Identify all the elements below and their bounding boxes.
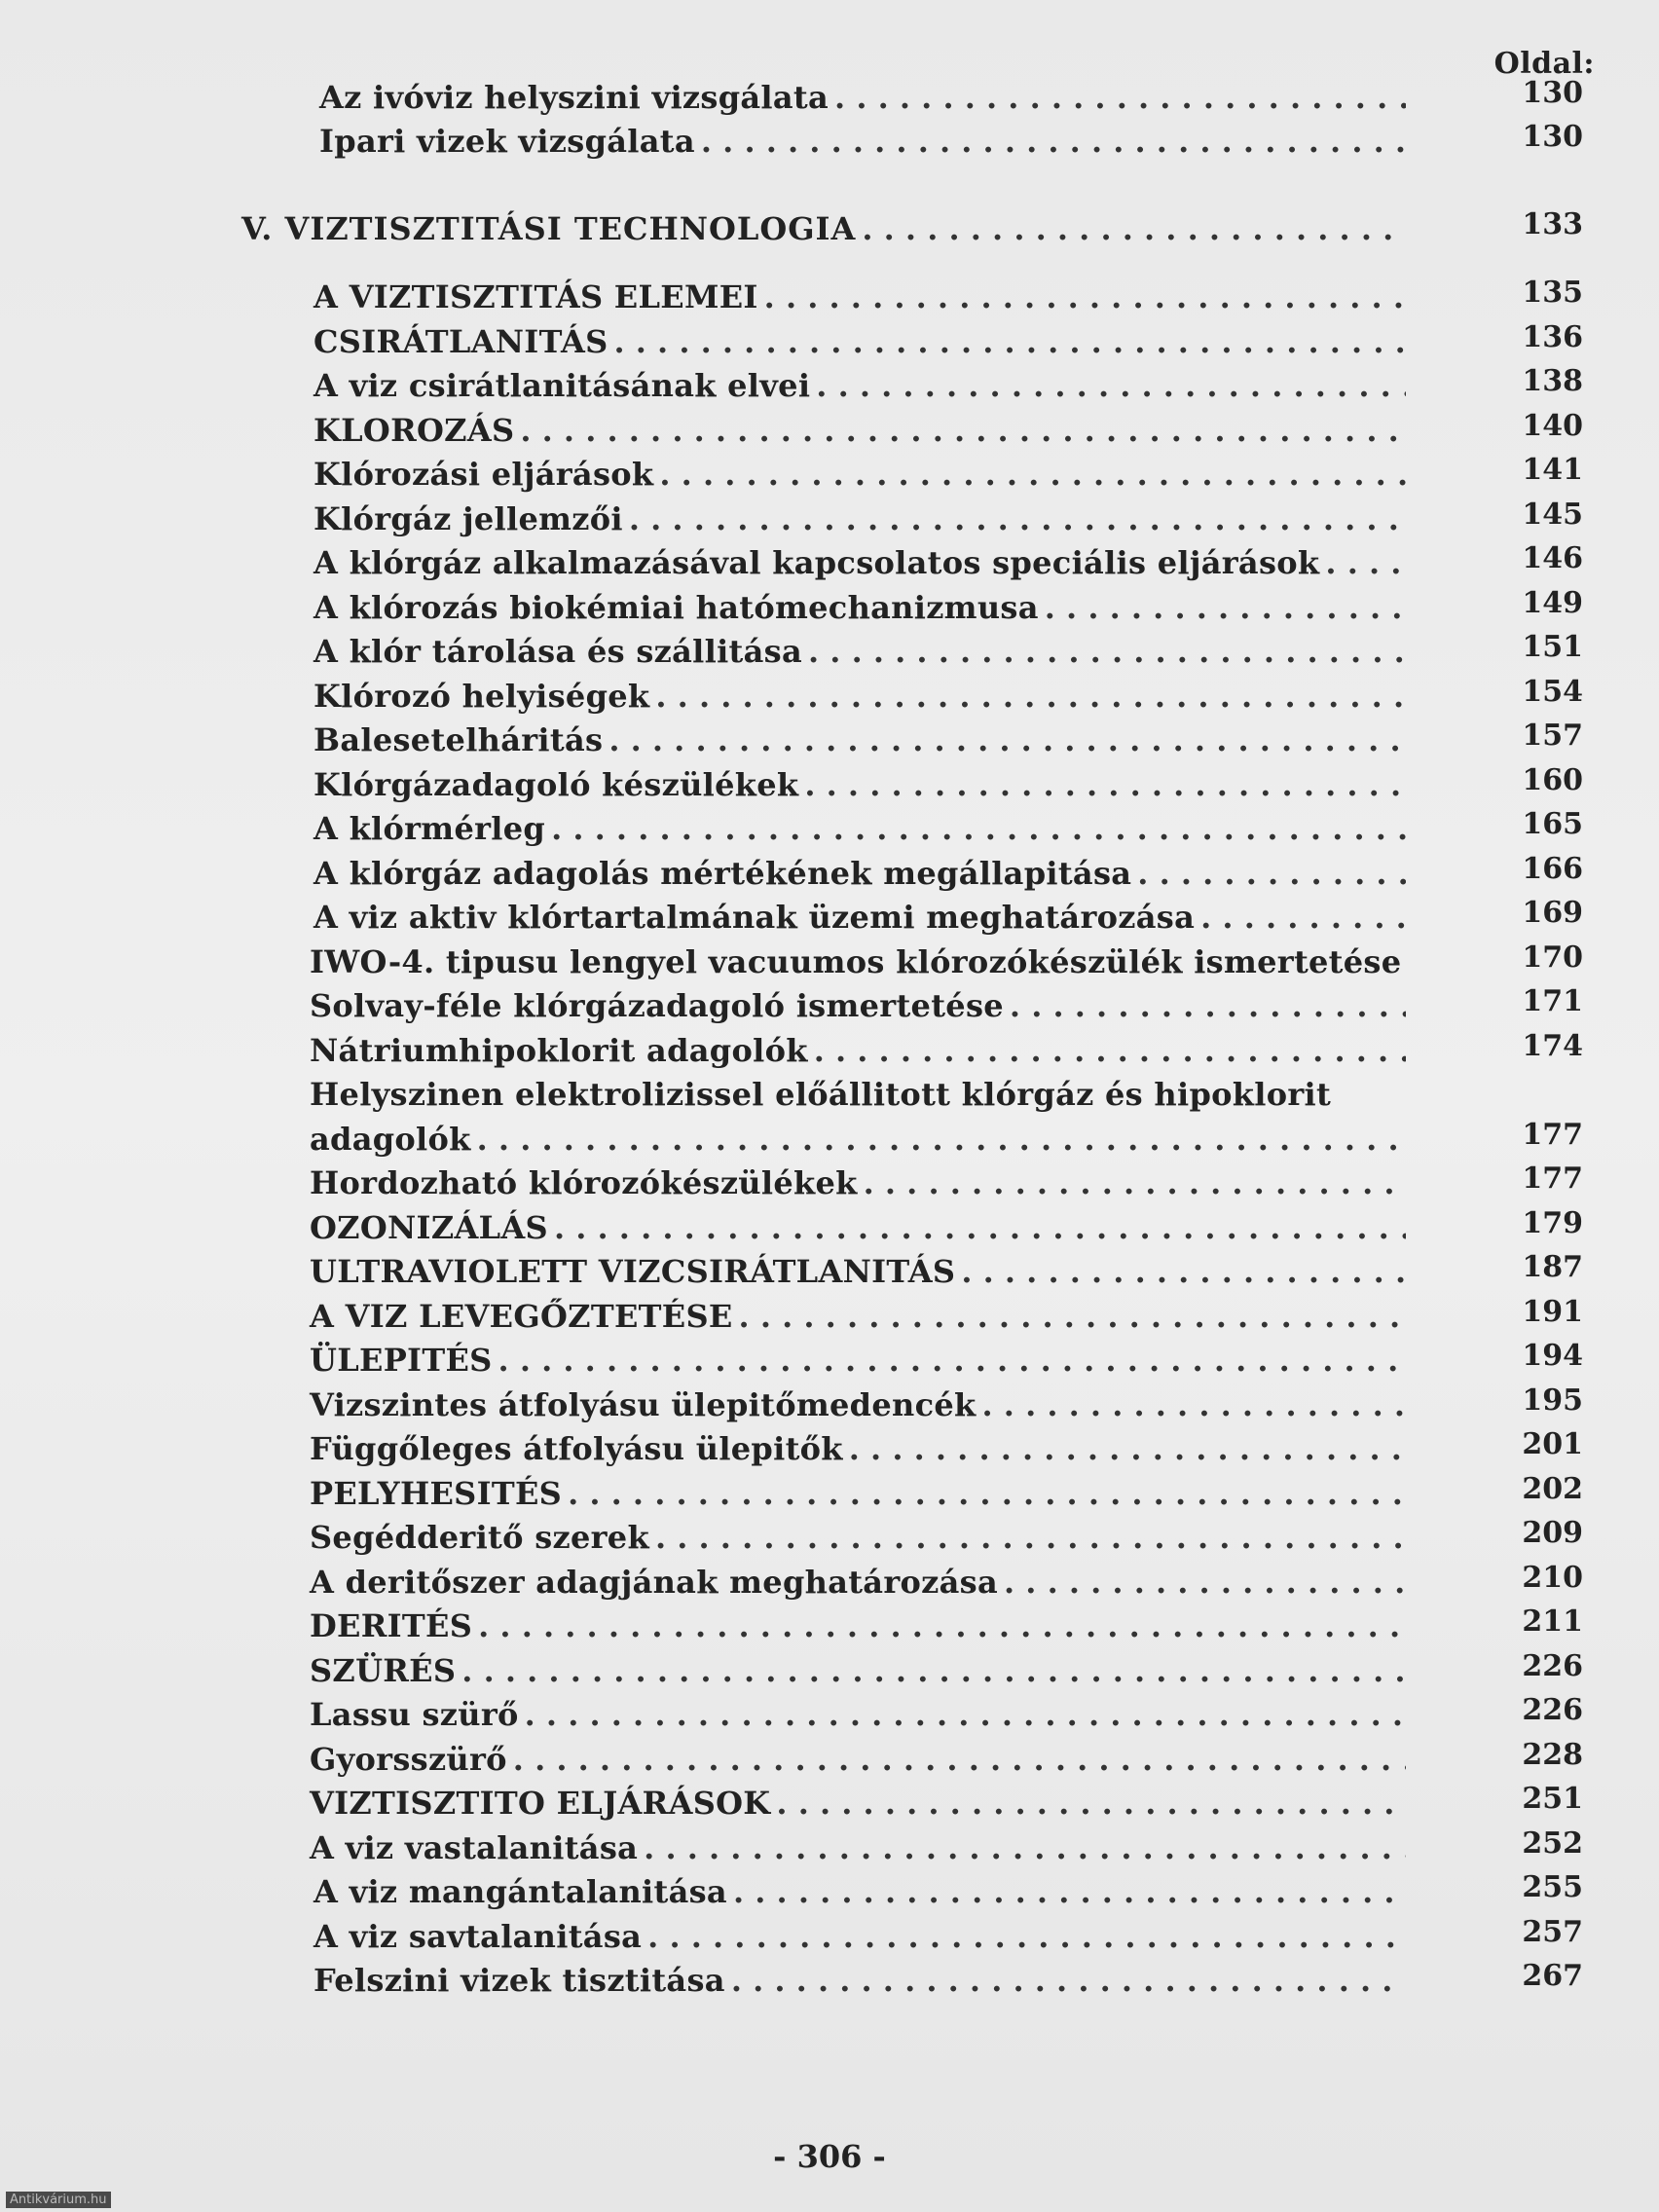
toc-entry [319, 122, 1412, 161]
toc-entry [310, 1695, 1412, 1734]
toc-entry-title: A viz csirátlanitásának elvei [313, 367, 811, 404]
dot-leader [520, 411, 1406, 450]
toc-entry [310, 1341, 1412, 1380]
toc-entry [310, 1385, 1412, 1424]
toc-entry [313, 366, 1412, 405]
dot-leader [849, 1429, 1406, 1468]
dot-leader [1004, 1563, 1406, 1602]
dot-leader [461, 1651, 1406, 1690]
toc-entry [313, 720, 1412, 759]
dot-leader [551, 809, 1406, 848]
toc-entry [313, 632, 1412, 671]
toc-entry-page-number: 252 [1522, 1826, 1583, 1861]
toc-entry-page-number: 151 [1522, 630, 1583, 664]
toc-entry-page-number: 191 [1522, 1295, 1583, 1329]
dot-leader [554, 1208, 1406, 1247]
toc-entry-page-number: 226 [1522, 1649, 1583, 1683]
toc-entry [313, 677, 1412, 716]
toc-entry [310, 1784, 1412, 1823]
toc-entry-page-number: 267 [1522, 1959, 1583, 1993]
toc-entry-title: Gyorsszürő [310, 1741, 507, 1778]
toc-entry-page-number: 138 [1522, 364, 1583, 398]
toc-entry-title: Helyszinen elektrolizissel előállitott klórgáz és hipoklorit [310, 1076, 1332, 1113]
dot-leader [498, 1341, 1406, 1380]
toc-entry [313, 499, 1412, 538]
toc-entry [310, 1518, 1412, 1557]
toc-entry-page-number: 140 [1522, 409, 1583, 443]
toc-entry [313, 809, 1412, 848]
dot-leader [776, 1784, 1406, 1823]
toc-entry-page-number: 160 [1522, 763, 1583, 797]
dot-leader [804, 765, 1406, 804]
toc-entry-title: A klórozás biokémiai hatómechanizmusa [313, 589, 1039, 626]
toc-entry-page-number: 133 [1522, 207, 1583, 241]
toc-entry-title: A viz aktiv klórtartalmának üzemi meghatározása [313, 899, 1196, 936]
toc-entry-page-number: 135 [1522, 276, 1583, 310]
toc-entry-page-number: 169 [1522, 896, 1583, 930]
toc-entry-title: Hordozható klórozókészülékek [310, 1164, 858, 1201]
toc-entry [310, 1606, 1412, 1645]
toc-entry [313, 898, 1412, 937]
page-column-label: Oldal: [1493, 47, 1595, 81]
toc-entry [310, 1031, 1412, 1070]
dot-leader [982, 1385, 1406, 1424]
toc-entry [313, 277, 1412, 316]
toc-entry [310, 986, 1412, 1025]
toc-entry-title: OZONIZÁLÁS [310, 1209, 548, 1246]
toc-entry-page-number: 174 [1522, 1029, 1583, 1063]
toc-entry-page-number: 141 [1522, 453, 1583, 487]
toc-entry-title: Klórgázadagoló készülékek [313, 766, 799, 803]
dot-leader [644, 1828, 1406, 1867]
toc-entry-page-number: 251 [1522, 1782, 1583, 1816]
toc-entry-title: A VIZ LEVEGŐZTETÉSE [310, 1298, 733, 1335]
toc-entry [313, 854, 1412, 893]
toc-entry [310, 942, 1412, 981]
dot-leader [808, 632, 1406, 671]
toc-entry-page-number: 187 [1522, 1250, 1583, 1284]
toc-entry [313, 1872, 1412, 1911]
dot-leader [513, 1740, 1406, 1779]
toc-entry [310, 1651, 1412, 1690]
toc-entry [310, 1740, 1412, 1779]
toc-entry-title: A deritőszer adagjának meghatározása [310, 1564, 999, 1601]
dot-leader [733, 1872, 1406, 1911]
toc-entry [310, 1075, 1412, 1114]
dot-leader [862, 209, 1406, 248]
dot-leader [1010, 986, 1406, 1025]
toc-entry-title: A klór tárolása és szállitása [313, 633, 803, 670]
toc-entry-title: KLOROZÁS [313, 412, 515, 449]
toc-entry-title: Lassu szürő [310, 1696, 519, 1733]
toc-entry-title: Solvay-féle klórgázadagoló ismertetése [310, 987, 1004, 1024]
toc-entry-title: Segédderitő szerek [310, 1519, 649, 1556]
toc-entry [310, 1252, 1412, 1291]
toc-entry-title: Vizszintes átfolyásu ülepitőmedencék [310, 1386, 977, 1423]
toc-entry-title: A klórgáz alkalmazásával kapcsolatos speciális eljárások [313, 544, 1320, 581]
toc-entry-page-number: 130 [1522, 120, 1583, 154]
toc-entry-page-number: 226 [1522, 1693, 1583, 1727]
toc-entry-page-number: 255 [1522, 1870, 1583, 1904]
dot-leader [613, 322, 1406, 361]
toc-entry-page-number: 201 [1522, 1427, 1583, 1461]
toc-entry-title: ULTRAVIOLETT VIZCSIRÁTLANITÁS [310, 1253, 956, 1290]
toc-entry-title: CSIRÁTLANITÁS [313, 323, 608, 360]
dot-leader [1045, 588, 1406, 627]
dot-leader [816, 366, 1406, 405]
toc-entry-page-number: 210 [1522, 1561, 1583, 1595]
toc-entry [310, 1474, 1412, 1513]
dot-leader [525, 1695, 1406, 1734]
toc-entry-page-number: 149 [1522, 586, 1583, 620]
toc-entry [310, 1163, 1412, 1202]
toc-entry-page-number: 157 [1522, 719, 1583, 753]
toc-entry-page-number: 170 [1522, 940, 1583, 975]
dot-leader [814, 1031, 1406, 1070]
toc-entry-page-number: 136 [1522, 320, 1583, 354]
toc-entry [310, 1208, 1412, 1247]
dot-leader [608, 720, 1406, 759]
toc-entry [313, 322, 1412, 361]
toc-entry-page-number: 257 [1522, 1915, 1583, 1949]
toc-entry-title: A VIZTISZTITÁS ELEMEI [313, 278, 758, 315]
toc-entry-title: SZÜRÉS [310, 1652, 457, 1689]
dot-leader [655, 1518, 1406, 1557]
dot-leader [568, 1474, 1406, 1513]
toc-entry-title: A viz vastalanitása [310, 1829, 639, 1866]
dot-leader [764, 277, 1406, 316]
toc-entry-title: VIZTISZTITO ELJÁRÁSOK [310, 1785, 771, 1822]
toc-entry-page-number: 165 [1522, 807, 1583, 841]
toc-entry-page-number: 177 [1522, 1118, 1583, 1152]
toc-entry-title: A klórgáz adagolás mértékének megállapitása [313, 855, 1132, 892]
toc-entry [313, 1961, 1412, 2000]
dot-leader [647, 1917, 1406, 1956]
toc-entry [313, 588, 1412, 627]
toc-entry-title: A viz mangántalanitása [313, 1873, 727, 1910]
toc-entry [313, 411, 1412, 450]
dot-leader [478, 1606, 1406, 1645]
toc-entry-page-number: 195 [1522, 1383, 1583, 1418]
dot-leader [1137, 854, 1406, 893]
toc-entry-title: Felszini vizek tisztitása [313, 1962, 725, 1999]
dot-leader [477, 1120, 1406, 1159]
toc-entry-page-number: 179 [1522, 1206, 1583, 1240]
toc-entry-page-number: 145 [1522, 498, 1583, 532]
toc-entry-title: Klórgáz jellemzői [313, 500, 623, 537]
toc-entry-page-number: 154 [1522, 675, 1583, 709]
toc-entry-title: Nátriumhipoklorit adagolók [310, 1032, 808, 1069]
toc-entry [310, 1297, 1412, 1336]
toc-entry-title: A viz savtalanitása [313, 1918, 643, 1955]
toc-entry-title: V. VIZTISZTITÁSI TECHNOLOGIA [241, 210, 857, 247]
toc-entry [310, 1429, 1412, 1468]
dot-leader [629, 499, 1406, 538]
toc-entry-page-number: 228 [1522, 1738, 1583, 1772]
toc-entry-page-number: 202 [1522, 1472, 1583, 1506]
dot-leader [739, 1297, 1406, 1336]
toc-entry-title: A klórmérleg [313, 810, 546, 847]
dot-leader [961, 1252, 1406, 1291]
toc-entry [319, 78, 1412, 117]
dot-leader [731, 1961, 1406, 2000]
toc-entry-page-number: 194 [1522, 1339, 1583, 1373]
watermark: Antikvárium.hu [6, 2192, 111, 2208]
toc-entry-title: Az ivóviz helyszini vizsgálata [319, 79, 830, 116]
toc-entry [310, 1563, 1412, 1602]
toc-entry-page-number: 166 [1522, 852, 1583, 886]
toc-entry [313, 765, 1412, 804]
toc-entry-title: Függőleges átfolyásu ülepitők [310, 1430, 843, 1467]
toc-entry [241, 209, 1412, 248]
dot-leader [834, 78, 1406, 117]
toc-entry-title: Klórozási eljárások [313, 456, 654, 493]
dot-leader [1200, 898, 1406, 937]
toc-entry [313, 1917, 1412, 1956]
toc-entry-page-number: 211 [1522, 1604, 1583, 1639]
toc-entry-page-number: 171 [1522, 984, 1583, 1018]
toc-entry [313, 455, 1412, 494]
toc-entry-title: ÜLEPITÉS [310, 1342, 493, 1379]
toc-entry-title: Klórozó helyiségek [313, 678, 650, 715]
toc-entry-page-number: 209 [1522, 1516, 1583, 1550]
page-footer-number: - 306 - [773, 2138, 886, 2175]
toc-entry-page-number: 177 [1522, 1161, 1583, 1196]
toc-entry-title: Ipari vizek vizsgálata [319, 123, 695, 160]
toc-entry [310, 1120, 1412, 1159]
toc-entry [313, 543, 1412, 582]
dot-leader [659, 455, 1406, 494]
toc-entry-title: PELYHESITÉS [310, 1475, 563, 1512]
dot-leader [1325, 543, 1406, 582]
toc-entry-title: adagolók [310, 1121, 471, 1158]
toc-entry-page-number: 130 [1522, 76, 1583, 110]
dot-leader [655, 677, 1406, 716]
toc-entry [310, 1828, 1412, 1867]
dot-leader [701, 122, 1406, 161]
toc-entry-title: IWO-4. tipusu lengyel vacuumos klórozókészülék ismertetése [310, 943, 1402, 980]
toc-entry-page-number: 146 [1522, 541, 1583, 575]
toc-entry-title: Balesetelháritás [313, 721, 604, 758]
dot-leader [864, 1163, 1406, 1202]
toc-entry-title: DERITÉS [310, 1607, 473, 1644]
